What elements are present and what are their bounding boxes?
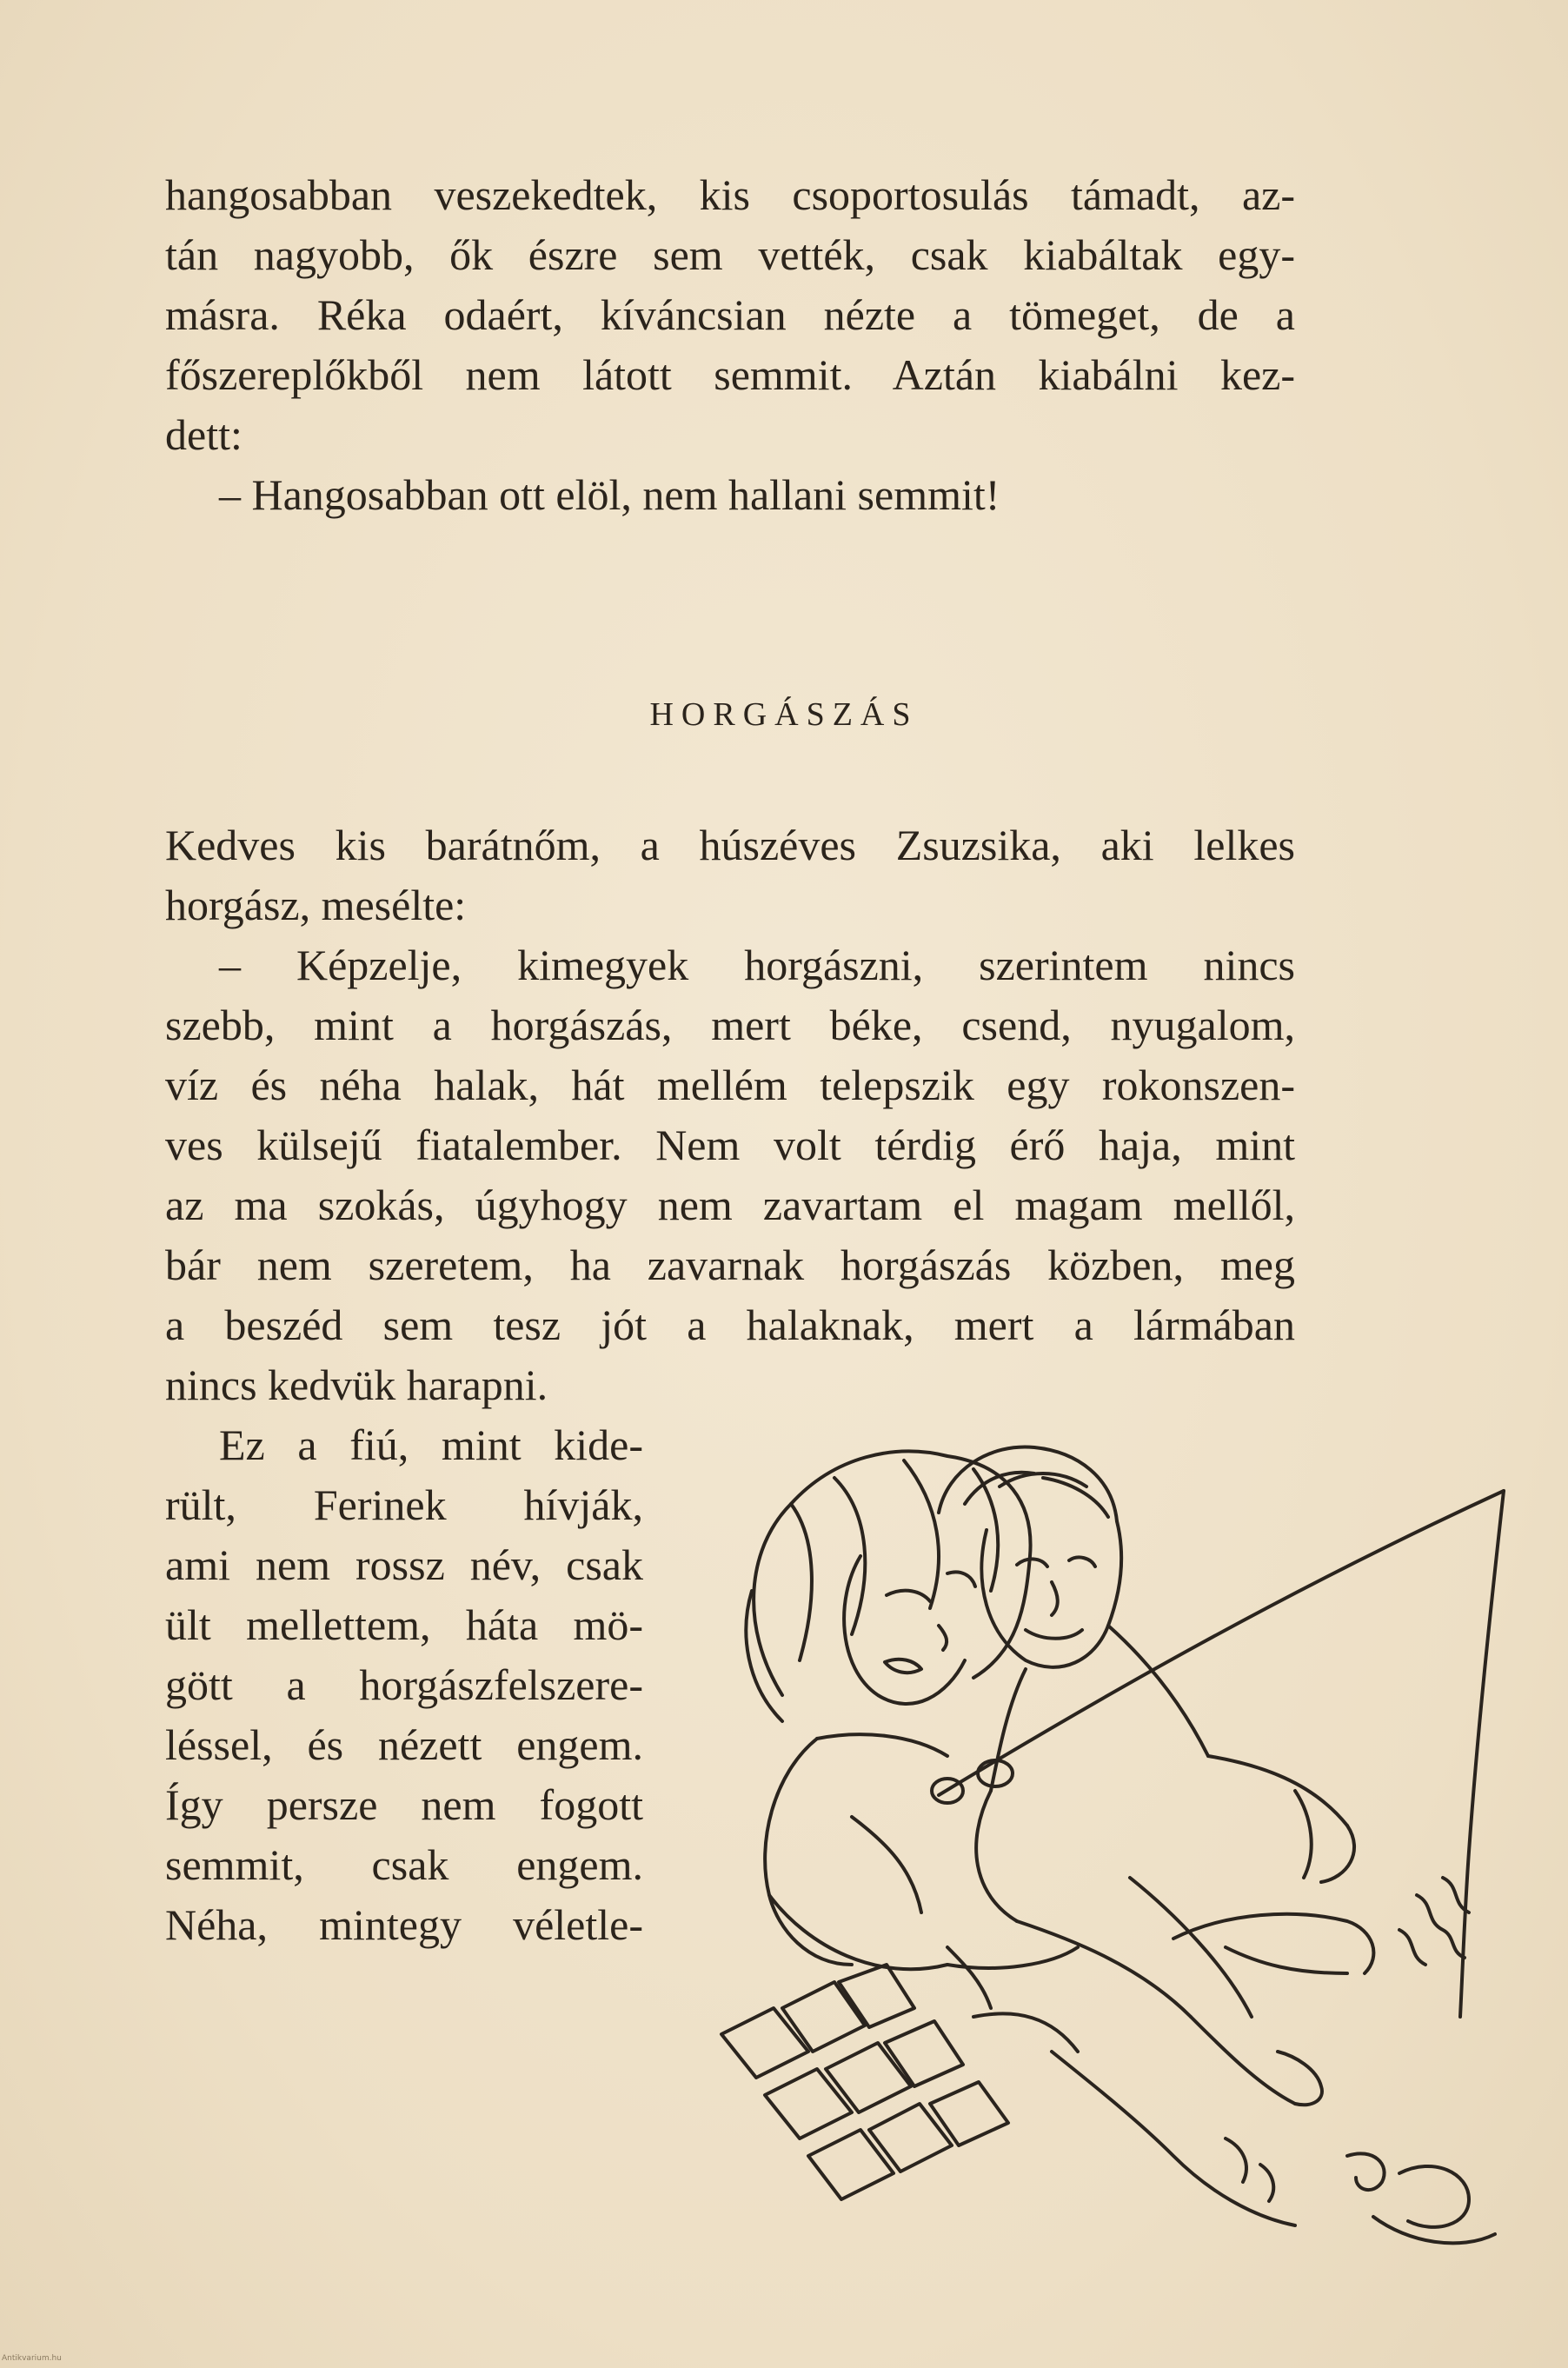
text-line: másra. Réka odaért, kíváncsian nézte a tömeget, de a [165,290,1295,339]
dialogue-line: – Hangosabban ott elöl, nem hallani semmit! [219,470,1000,519]
text-line: dett: [165,410,243,459]
text-line: Néha, mintegy véletle- [165,1900,643,1949]
text-line: léssel, és nézett engem. [165,1720,643,1769]
text-line: Ez a fiú, mint kide- [219,1420,643,1469]
text-line: bár nem szeretem, ha zavarnak horgászás közben, meg [165,1241,1295,1289]
dialogue-line: – Képzelje, kimegyek horgászni, szerintem nincs [219,941,1295,989]
text-line: az ma szokás, úgyhogy nem zavartam el magam mellől, [165,1181,1295,1229]
text-line: szebb, mint a horgászás, mert béke, csend, nyugalom, [165,1001,1295,1049]
chapter-heading: HORGÁSZÁS [649,696,919,733]
watermark: Antikvarium.hu [2,2354,62,2363]
text-line: ves külsejű fiatalember. Nem volt térdig érő haja, mint [165,1121,1295,1169]
text-line: tán nagyobb, ők észre sem vették, csak kiabáltak egy- [165,230,1295,279]
text-line: Így persze nem fogott [165,1780,643,1829]
text-line: a beszéd sem tesz jót a halaknak, mert a lármában [165,1300,1295,1349]
text-line: horgász, mesélte: [165,881,467,929]
fishing-couple-illustration [687,1408,1521,2312]
text-line: semmit, csak engem. [165,1840,643,1889]
text-line: nincs kedvük harapni. [165,1360,548,1409]
text-line: víz és néha halak, hát mellém telepszik egy rokonszen- [165,1061,1295,1109]
text-line: Kedves kis barátnőm, a húszéves Zsuzsika, aki lelkes [165,821,1295,869]
text-line: ami nem rossz név, csak [165,1540,643,1589]
text-line: főszereplőkből nem látott semmit. Aztán kiabálni kez- [165,350,1295,399]
text-line: rült, Ferinek hívják, [165,1480,643,1529]
text-line: gött a horgászfelszere- [165,1660,643,1709]
text-line: hangosabban veszekedtek, kis csoportosulás támadt, az- [165,170,1295,219]
text-line: ült mellettem, háta mö- [165,1600,643,1649]
